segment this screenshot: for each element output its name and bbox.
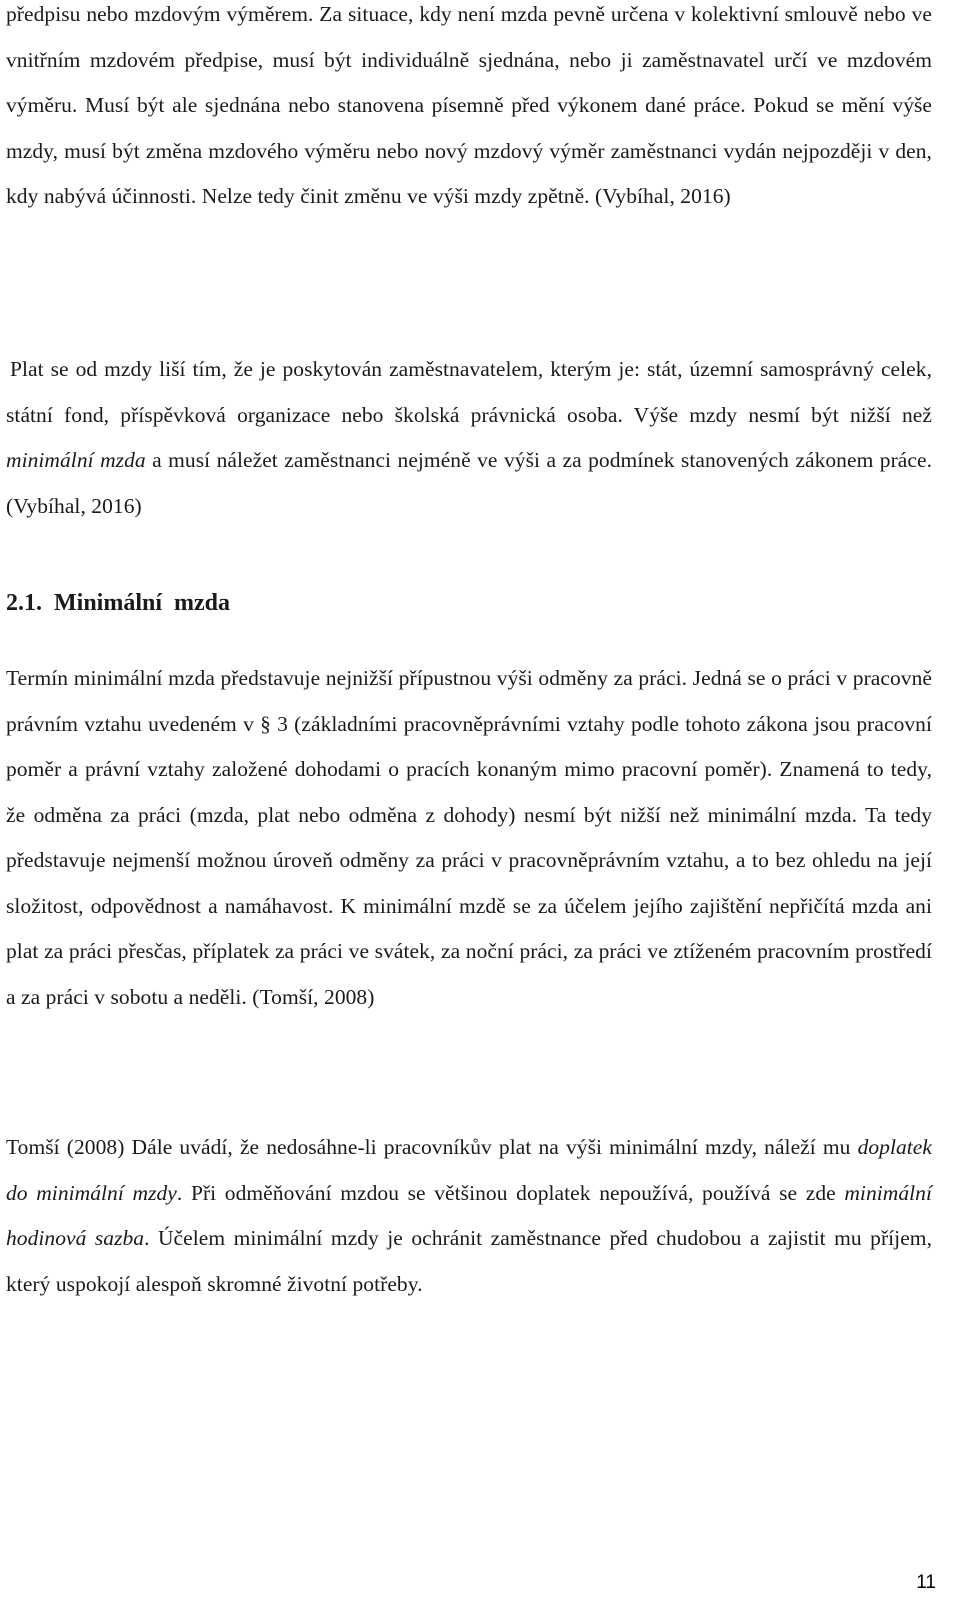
- page-number: 11: [916, 1572, 936, 1593]
- paragraph-salary-vs-wage: [6, 347, 932, 529]
- paragraph-text-segment: Plat se od mzdy liší tím, že je poskytován zaměstnavatelem, kterým je: stát, územní samosprávný celek, státní fond, příspěvková organizace nebo školská právnická osoba. Výše mzdy nesmí být nižší než: [6, 357, 932, 427]
- paragraph-text-segment: . Účelem minimální mzdy je ochránit zaměstnance před chudobou a zajistit mu příjem, který uspokojí alespoň skromné životní potřeby.: [6, 1226, 932, 1296]
- section-heading: 2.1. Minimální mzda: [6, 590, 231, 616]
- paragraph-vybihal-wage-assessment: předpisu nebo mzdovým výměrem. Za situace, kdy není mzda pevně určena v kolektivní smlouvě nebo ve vnitřním mzdovém předpise, musí být individuálně sjednána, nebo ji zaměstnavatel určí ve mzdovém výměru. Musí být ale sjednána nebo stanovena písemně před výkonem dané práce. Pokud se mění výše mzdy, musí být změna mzdového výměru nebo nový mzdový výměr zaměstnanci vydán nejpozději v den, kdy nabývá účinnosti. Nelze tedy činit změnu ve výši mzdy zpětně. (Vybíhal, 2016): [6, 2, 932, 208]
- emphasis-hourly-rate: minimální hodinová sazba: [6, 1180, 932, 1250]
- paragraph-minimum-wage-supplement: [6, 1125, 932, 1307]
- paragraph-text-segment: Tomší (2008) Dále uvádí, že nedosáhne-li pracovníkův plat na výši minimální mzdy, náleží mu: [6, 1135, 858, 1159]
- emphasis-supplement: doplatek do minimální mzdy: [6, 1135, 932, 1205]
- paragraph-text-segment: a musí náležet zaměstnanci nejméně ve výši a za podmínek stanovených zákonem práce. (Vybíhal, 2016): [6, 448, 932, 518]
- paragraph-text-segment: . Při odměňování mzdou se většinou doplatek nepoužívá, používá se zde: [176, 1180, 845, 1205]
- paragraph-minimum-wage-definition: Termín minimální mzda představuje nejnižší přípustnou výši odměny za práci. Jedná se o práci v pracovně právním vztahu uvedeném v § 3 (základními pracovněprávními vztahy podle tohoto zákona jsou pracovní poměr a právní vztahy založené dohodami o pracích konaným mimo pracovní poměr). Znamená to tedy, že odměna za práci (mzda, plat nebo odměna z dohody) nesmí být nižší než minimální mzda. Ta tedy představuje nejmenší možnou úroveň odměny za práci v pracovněprávním vztahu, a to bez ohledu na její složitost, odpovědnost a namáhavost. K minimální mzdě se za účelem jejího zajištění nepřičítá mzda ani plat za práci přesčas, příplatek za práci ve svátek, za noční práci, za práci ve ztíženém pracovním prostředí a za práci v sobotu a neděli. (Tomší, 2008): [6, 666, 932, 1009]
- emphasis-minimum-wage: minimální mzda: [6, 448, 146, 472]
